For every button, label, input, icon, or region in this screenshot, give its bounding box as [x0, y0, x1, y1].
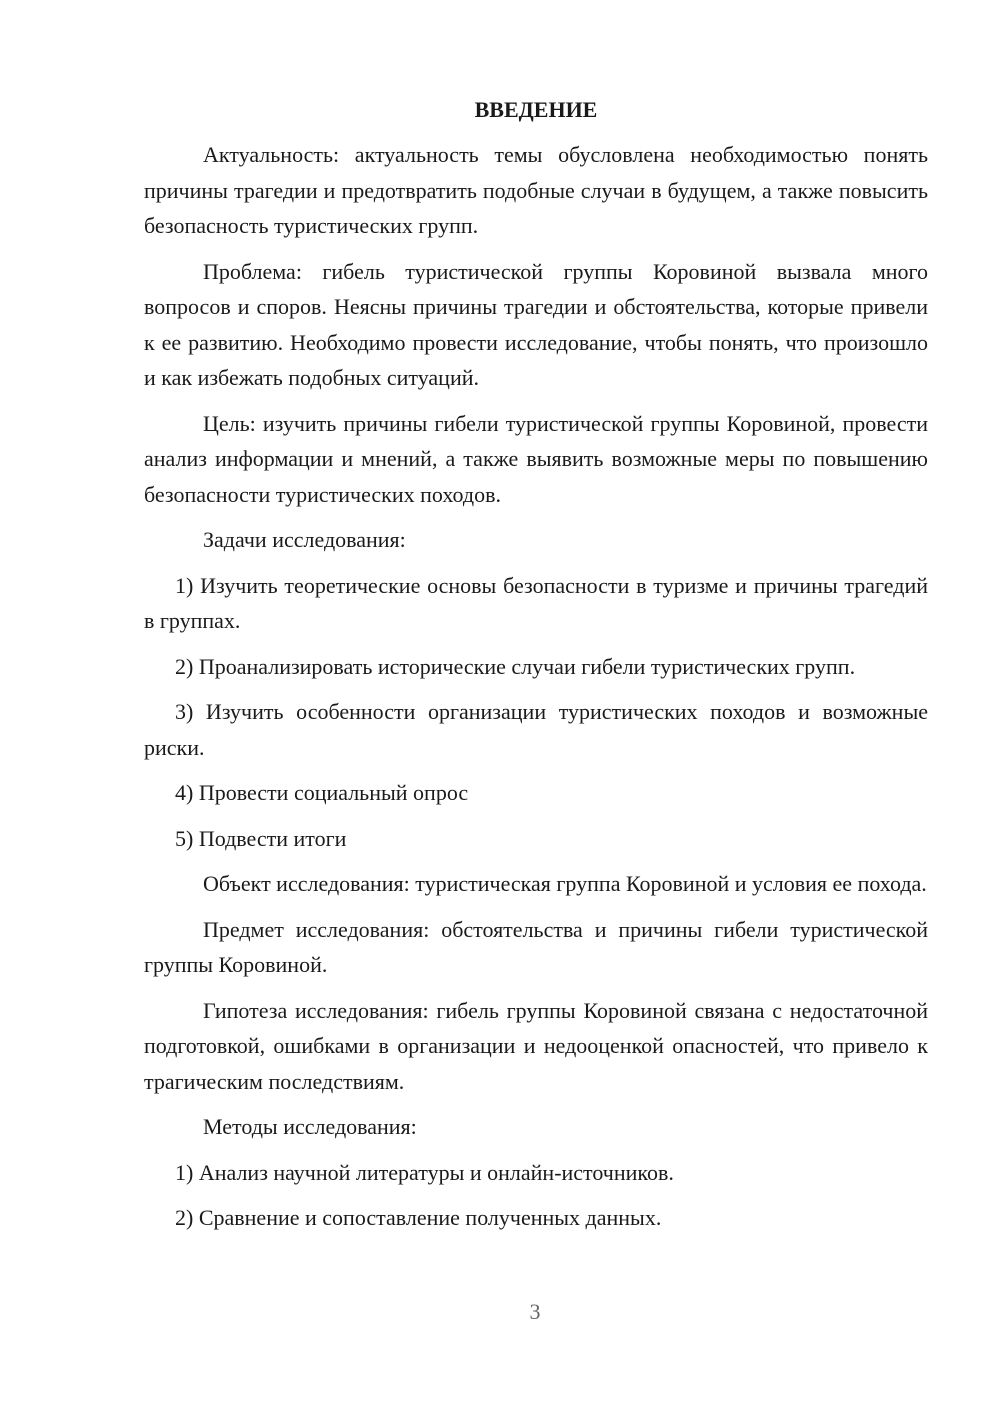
subject-paragraph: Предмет исследования: обстоятельства и причины гибели туристической группы Коровиной. — [144, 916, 928, 977]
page-number-text: 3 — [529, 1299, 541, 1324]
section-heading: ВВЕДЕНИЕ — [474, 97, 598, 122]
task-item: 3) Изучить особенности организации туристических походов и возможные риски. — [144, 699, 928, 760]
task-item: 5) Подвести итоги — [175, 825, 347, 851]
page-number — [70, 1297, 1000, 1327]
goal-paragraph: Цель: изучить причины гибели туристической группы Коровиной, провести анализ информации и мнений, а также выявить возможные меры по повышению безопасности туристических походов. — [144, 410, 928, 507]
task-item: 1) Изучить теоретические основы безопасности в туризме и причины трагедий в группах. — [144, 572, 928, 633]
problem-paragraph: Проблема: гибель туристической группы Коровиной вызвала много вопросов и споров. Неясны причины трагедии и обстоятельства, которые привели к ее развитию. Необходимо провести исследование, чтобы понять, что произошло и как избежать подобных ситуаций. — [144, 258, 928, 390]
page-content — [144, 95, 928, 1246]
relevance-paragraph: Актуальность: актуальность темы обусловлена необходимостью понять причины трагедии и предотвратить подобные случаи в будущем, а также повысить безопасность туристических групп. — [144, 142, 928, 238]
methods-title: Методы исследования: — [203, 1114, 417, 1139]
method-item: 1) Анализ научной литературы и онлайн-источников. — [175, 1159, 674, 1185]
hypothesis-paragraph: Гипотеза исследования: гибель группы Коровиной связана с недостаточной подготовкой, ошибками в организации и недооценкой опасностей, что привело к трагическим последствиям. — [144, 997, 928, 1094]
task-item: 2) Проанализировать исторические случаи гибели туристических групп. — [175, 653, 856, 679]
task-item: 4) Провести социальный опрос — [175, 780, 469, 805]
object-paragraph: Объект исследования: туристическая группа Коровиной и условия ее похода. — [203, 871, 927, 896]
tasks-title: Задачи исследования: — [203, 527, 406, 552]
method-item: 2) Сравнение и сопоставление полученных данных. — [175, 1205, 662, 1230]
